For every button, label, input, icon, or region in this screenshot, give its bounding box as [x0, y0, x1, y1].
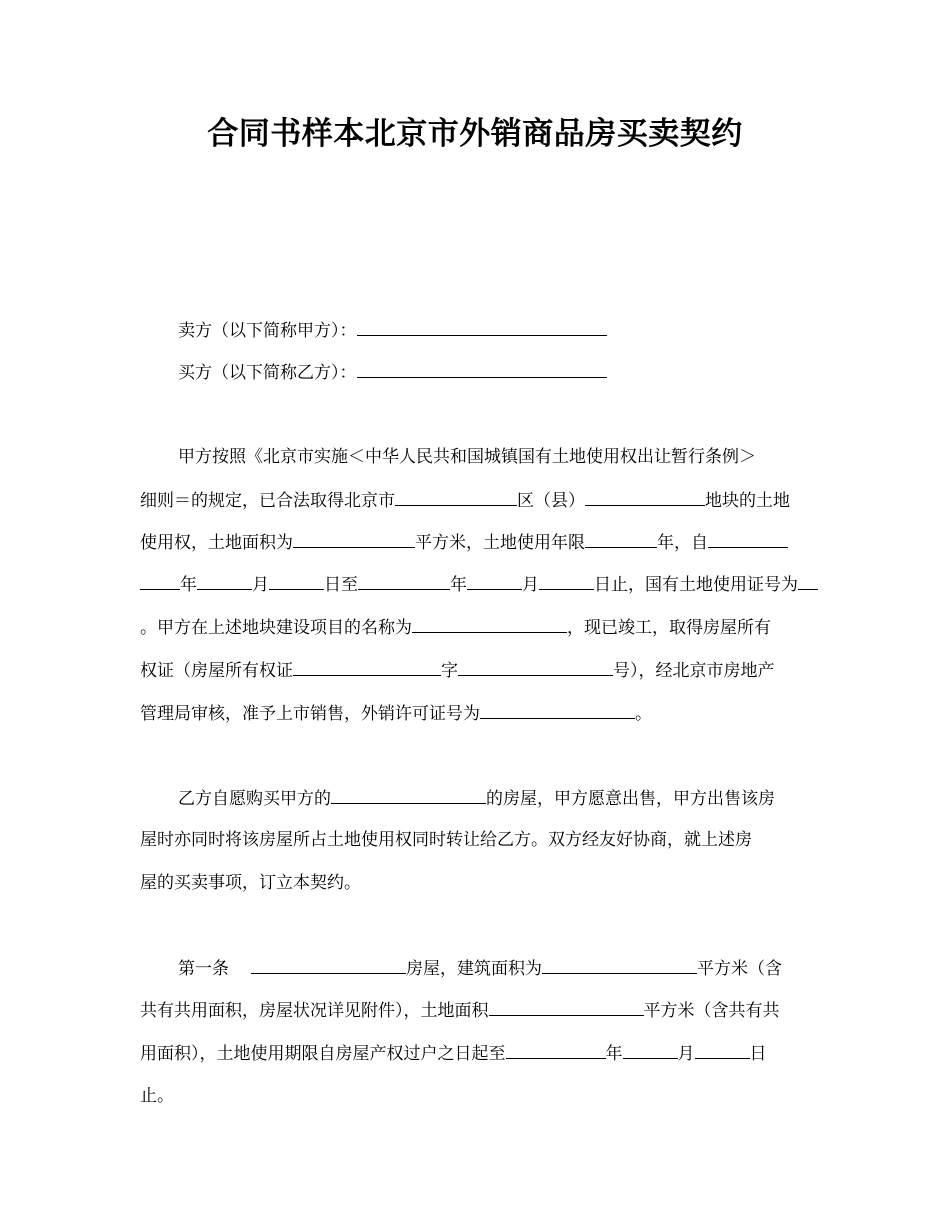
para1-text: 。甲方在上述地块建设项目的名称为	[140, 618, 412, 638]
para1-text: 日至	[324, 575, 358, 595]
article1-text: 用面积），土地使用期限自房屋产权过户之日起至	[140, 1044, 506, 1064]
para2-text: 屋时亦同时将该房屋所占土地使用权同时转让给乙方。双方经友好协商，就上述房	[140, 830, 752, 850]
para1-line6	[140, 657, 775, 684]
start-year-blank	[708, 529, 788, 548]
para1-text: 。	[635, 704, 652, 724]
para1-line2	[140, 487, 790, 514]
para1-line3	[140, 529, 788, 556]
start-day-blank	[269, 571, 324, 590]
buyer-line	[178, 359, 607, 386]
para1-text: 字	[441, 661, 458, 681]
article1-text: 止。	[140, 1086, 174, 1106]
document-title: 合同书样本北京市外销商品房买卖契约	[207, 116, 743, 152]
article-number: 第一条	[178, 959, 229, 979]
para1-text: 年，自	[657, 533, 708, 553]
article1-house-blank	[251, 955, 406, 974]
article1-land-area-blank	[489, 997, 644, 1016]
para1-line1	[178, 444, 756, 470]
para1-text: 号），经北京市房地产	[613, 661, 775, 681]
plot-blank	[585, 487, 705, 506]
seller-line	[178, 317, 607, 344]
para1-line4	[140, 571, 818, 598]
para1-text: 月	[522, 575, 539, 595]
para1-text: 甲方按照《北京市实施＜中华人民共和国城镇国有土地使用权出让暂行条例＞	[178, 447, 756, 467]
article1-text: 平方米（含共有共	[643, 1001, 780, 1021]
para1-text: 使用权，土地面积为	[140, 533, 293, 553]
article1-line1	[178, 955, 782, 982]
para1-line5	[140, 614, 771, 641]
article1-text: 月	[677, 1044, 695, 1064]
para1-text: 管理局审核，准予上市销售，外销许可证号为	[140, 704, 480, 724]
para1-text: 细则＝的规定，已合法取得北京市	[140, 491, 395, 511]
article1-line4	[140, 1083, 174, 1109]
para1-text: 地块的土地	[705, 491, 790, 511]
sales-permit-blank	[480, 700, 635, 719]
para1-text: 年	[450, 575, 467, 595]
land-cert-blank	[798, 571, 818, 590]
para2-line3	[140, 870, 361, 896]
para1-line7	[140, 700, 652, 727]
article1-line2	[140, 997, 780, 1024]
term-year-blank	[506, 1040, 606, 1059]
building-area-blank	[542, 955, 697, 974]
para1-text: 权证（房屋所有权证	[140, 661, 293, 681]
buyer-label: 买方（以下简称乙方）：	[178, 363, 357, 383]
seller-label: 卖方（以下简称甲方）：	[178, 321, 357, 341]
buyer-blank	[357, 359, 607, 378]
article1-text: 共有共用面积，房屋状况详见附件），土地面积	[140, 1001, 489, 1021]
article1-text: 房屋，建筑面积为	[406, 959, 542, 979]
term-month-blank	[623, 1040, 678, 1059]
para1-text: 日止，国有土地使用证号为	[594, 575, 798, 595]
district-blank	[395, 487, 517, 506]
ownership-cert-number-blank	[458, 657, 613, 676]
house-blank	[331, 785, 486, 804]
para2-text: 的房屋，甲方愿意出售，甲方出售该房	[486, 789, 775, 809]
project-name-blank	[412, 614, 567, 633]
start-month-blank	[197, 571, 252, 590]
para2-text: 乙方自愿购买甲方的	[178, 789, 331, 809]
article1-line3	[140, 1040, 767, 1067]
article1-text: 日	[749, 1044, 767, 1064]
term-day-blank	[695, 1040, 750, 1059]
end-year-blank	[358, 571, 450, 590]
para1-text: 平方米，土地使用年限	[415, 533, 585, 553]
article1-text: 平方米（含	[697, 959, 782, 979]
seller-blank	[357, 317, 607, 336]
land-area-blank	[293, 529, 415, 548]
end-month-blank	[467, 571, 522, 590]
para2-line2	[140, 827, 752, 853]
land-term-blank	[585, 529, 657, 548]
para2-line1	[178, 785, 775, 812]
ownership-cert-prefix-blank	[293, 657, 441, 676]
start-year-cont-blank	[140, 571, 180, 590]
end-day-blank	[539, 571, 594, 590]
para1-text: ，现已竣工，取得房屋所有	[567, 618, 771, 638]
para1-text: 年	[180, 575, 197, 595]
para1-text: 月	[252, 575, 269, 595]
para1-text: 区（县）	[517, 491, 585, 511]
article1-text: 年	[605, 1044, 623, 1064]
para2-text: 屋的买卖事项，订立本契约。	[140, 873, 361, 893]
